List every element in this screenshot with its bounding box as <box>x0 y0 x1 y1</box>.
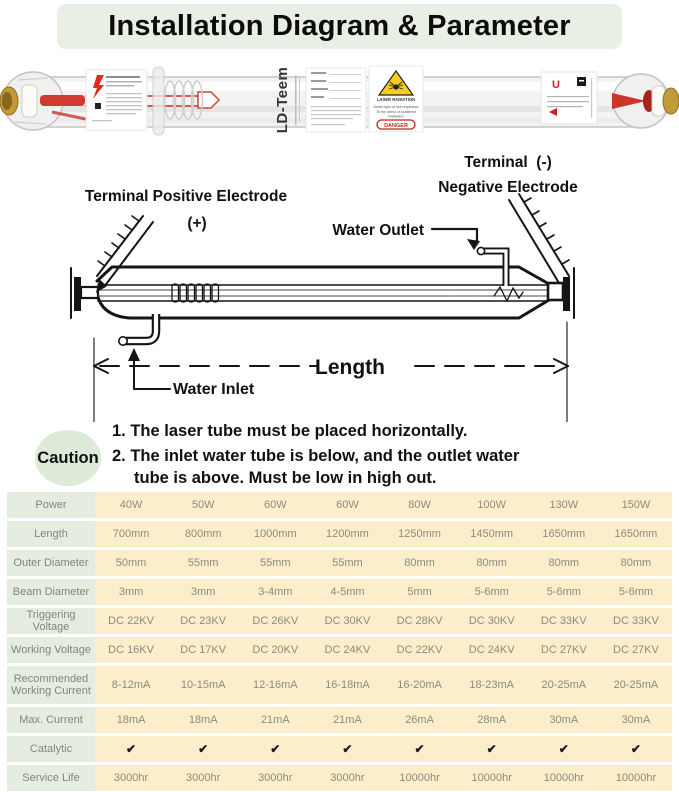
cell-value: DC 24KV <box>468 644 515 656</box>
table-row <box>7 579 672 605</box>
cell-value: 100W <box>477 499 507 511</box>
cell-value: 20-25mA <box>613 679 659 691</box>
cell-value: 30mA <box>549 714 579 726</box>
row-label: Recommended Working Current <box>7 666 95 704</box>
row-label: Service Life <box>7 765 95 791</box>
cell-value: 5mm <box>407 586 432 598</box>
cell-value: 21mA <box>333 714 362 726</box>
cell-value: DC 30KV <box>468 615 515 627</box>
cell-value: DC 27KV <box>613 644 659 656</box>
row-label: Beam Diameter <box>7 579 95 605</box>
cell-value: 20-25mA <box>541 679 587 691</box>
row-label: Triggering Voltage <box>7 608 95 634</box>
cell-value: 55mm <box>260 557 291 569</box>
cell-value: 50mm <box>115 557 147 569</box>
cell-value: 10-15mA <box>180 679 226 691</box>
page-title: Installation Diagram & Parameter <box>108 10 571 42</box>
cell-value: 55mm <box>187 557 219 569</box>
cell-value: 1650mm <box>614 528 658 540</box>
cell-value: 1200mm <box>326 528 369 540</box>
row-cells <box>95 707 672 733</box>
terminal-positive-label-1: Terminal Positive Electrode <box>84 188 288 205</box>
cell-value: 30mA <box>621 714 651 726</box>
brand-mark <box>274 67 300 134</box>
center-form-label <box>306 68 366 132</box>
water-inlet-label: Water Inlet <box>173 381 255 398</box>
cell-value: 5-6mm <box>546 586 581 598</box>
water-outlet-callout <box>432 229 480 250</box>
cell-value: 3000hr <box>330 772 365 784</box>
checkmark-icon: ✔ <box>558 742 569 756</box>
left-flange <box>71 268 98 318</box>
warning-heading: LASER RADIATION <box>376 97 416 102</box>
cell-value: DC 17KV <box>180 644 227 656</box>
laser-tube-photo <box>0 58 679 150</box>
checkmark-icon: ✔ <box>414 742 425 756</box>
cell-value: 10000hr <box>615 772 657 784</box>
row-label: Power <box>7 492 95 518</box>
cell-value: DC 26KV <box>252 615 299 627</box>
table-row <box>7 492 672 518</box>
cell-value: 3mm <box>190 586 216 598</box>
checkmark-icon: ✔ <box>486 742 497 756</box>
table-row <box>7 608 672 634</box>
cell-value: 26mA <box>405 714 434 726</box>
cell-value: 3mm <box>118 586 144 598</box>
warning-line3: Radiation <box>388 114 404 119</box>
cell-value: DC 22KV <box>108 615 154 627</box>
warning-line2: To the direct or scattered <box>376 110 416 114</box>
caution-item-1: 1. The laser tube must be placed horizontally. <box>112 422 468 440</box>
cell-value: DC 23KV <box>180 615 227 627</box>
cell-value: 28mA <box>477 714 507 726</box>
checkmark-icon: ✔ <box>270 742 281 756</box>
caution-badge-text: Caution <box>37 448 99 467</box>
checkmark-icon: ✔ <box>198 742 209 756</box>
cell-value: 18-23mA <box>469 679 514 691</box>
cell-value: 3000hr <box>258 772 293 784</box>
cell-value: 60W <box>336 499 359 511</box>
tube-right-end <box>612 74 679 128</box>
installation-diagram <box>0 148 679 422</box>
terminal-negative-label-2: Negative Electrode <box>438 179 578 196</box>
cell-value: 18mA <box>188 714 218 726</box>
cell-value: 4-5mm <box>330 586 365 598</box>
laser-warning-label <box>369 66 423 132</box>
cell-value: 80mm <box>476 557 507 569</box>
certification-mark: U <box>552 79 560 91</box>
cell-value: 16-20mA <box>397 679 442 691</box>
caution-item-2: 2. The inlet water tube is below, and the outlet water tube is above. Must be low in high out. <box>112 446 520 487</box>
inner-capillary <box>98 285 547 301</box>
table-row <box>7 765 672 791</box>
cell-value: DC 28KV <box>396 615 443 627</box>
cell-value: 3-4mm <box>258 586 293 598</box>
cell-value: 1450mm <box>470 528 514 540</box>
row-cells <box>95 666 672 704</box>
checkmark-icon: ✔ <box>630 742 641 756</box>
cell-value: 10000hr <box>543 772 584 784</box>
cell-value: DC 30KV <box>324 615 371 627</box>
row-label: Outer Diameter <box>7 550 95 576</box>
row-cells <box>95 608 672 634</box>
cell-value: DC 24KV <box>324 644 371 656</box>
cell-value: DC 16KV <box>108 644 154 656</box>
cell-value: DC 22KV <box>396 644 443 656</box>
page-title-band <box>57 4 622 49</box>
table-row <box>7 707 672 733</box>
cell-value: 5-6mm <box>618 586 654 598</box>
cell-value: 150W <box>621 499 651 511</box>
parameter-table <box>7 492 672 792</box>
table-row <box>7 736 672 762</box>
row-label: Length <box>7 521 95 547</box>
row-cells <box>95 736 672 762</box>
coil-section <box>172 284 219 302</box>
left-spec-label <box>86 70 147 130</box>
cell-value: 55mm <box>332 557 363 569</box>
row-cells <box>95 492 672 518</box>
checkmark-icon: ✔ <box>126 742 137 756</box>
table-row <box>7 637 672 663</box>
cell-value: 800mm <box>184 528 222 540</box>
cell-value: 1000mm <box>253 528 297 540</box>
cell-value: 3000hr <box>113 772 149 784</box>
table-row <box>7 521 672 547</box>
cell-value: 5-6mm <box>474 586 509 598</box>
cell-value: 1650mm <box>542 528 586 540</box>
cell-value: 10000hr <box>399 772 440 784</box>
row-cells <box>95 579 672 605</box>
caution-items <box>112 421 557 492</box>
cell-value: 50W <box>191 499 215 511</box>
brand-text: LD-Teem <box>274 66 291 134</box>
cell-value: 130W <box>549 499 579 511</box>
cell-value: 700mm <box>112 528 150 540</box>
tube-outline <box>97 267 563 318</box>
row-label: Catalytic <box>7 736 95 762</box>
positive-terminal-lead <box>96 216 153 293</box>
cell-value: 8-12mA <box>111 679 151 691</box>
danger-badge <box>377 120 415 129</box>
water-inlet-callout <box>128 348 170 389</box>
cell-value: 80mm <box>548 557 580 569</box>
row-cells <box>95 637 672 663</box>
checkmark-icon: ✔ <box>342 742 353 756</box>
cell-value: 12-16mA <box>252 679 298 691</box>
cell-value: 18mA <box>116 714 146 726</box>
cell-value: DC 27KV <box>540 644 587 656</box>
cell-value: 21mA <box>260 714 290 726</box>
warning-line1: Avoid eyes or skin exposure <box>373 105 419 109</box>
right-spec-label <box>541 72 597 124</box>
table-row <box>7 666 672 704</box>
negative-terminal-lead <box>509 194 569 283</box>
water-outlet-label: Water Outlet <box>332 222 424 239</box>
break-symbol <box>450 287 523 301</box>
terminal-negative-label-1: Terminal (-) <box>464 154 552 171</box>
cell-value: 16-18mA <box>325 679 370 691</box>
table-row <box>7 550 672 576</box>
danger-text: DANGER <box>384 123 408 129</box>
cell-value: 1250mm <box>398 528 441 540</box>
cell-value: DC 33KV <box>613 615 659 627</box>
length-label: Length <box>315 356 385 379</box>
row-label: Working Voltage <box>7 637 95 663</box>
cell-value: DC 20KV <box>252 644 299 656</box>
cell-value: 3000hr <box>186 772 221 784</box>
cell-value: DC 33KV <box>540 615 587 627</box>
caution-badge <box>35 430 101 486</box>
cell-value: 80mm <box>404 557 435 569</box>
cell-value: 80W <box>408 499 431 511</box>
row-label: Max. Current <box>7 707 95 733</box>
row-cells <box>95 521 672 547</box>
cell-value: 60W <box>264 499 287 511</box>
cell-value: 40W <box>119 499 143 511</box>
row-cells <box>95 550 672 576</box>
row-cells <box>95 765 672 791</box>
cell-value: 10000hr <box>471 772 512 784</box>
terminal-positive-label-2: (+) <box>187 215 207 232</box>
cell-value: 80mm <box>620 557 652 569</box>
